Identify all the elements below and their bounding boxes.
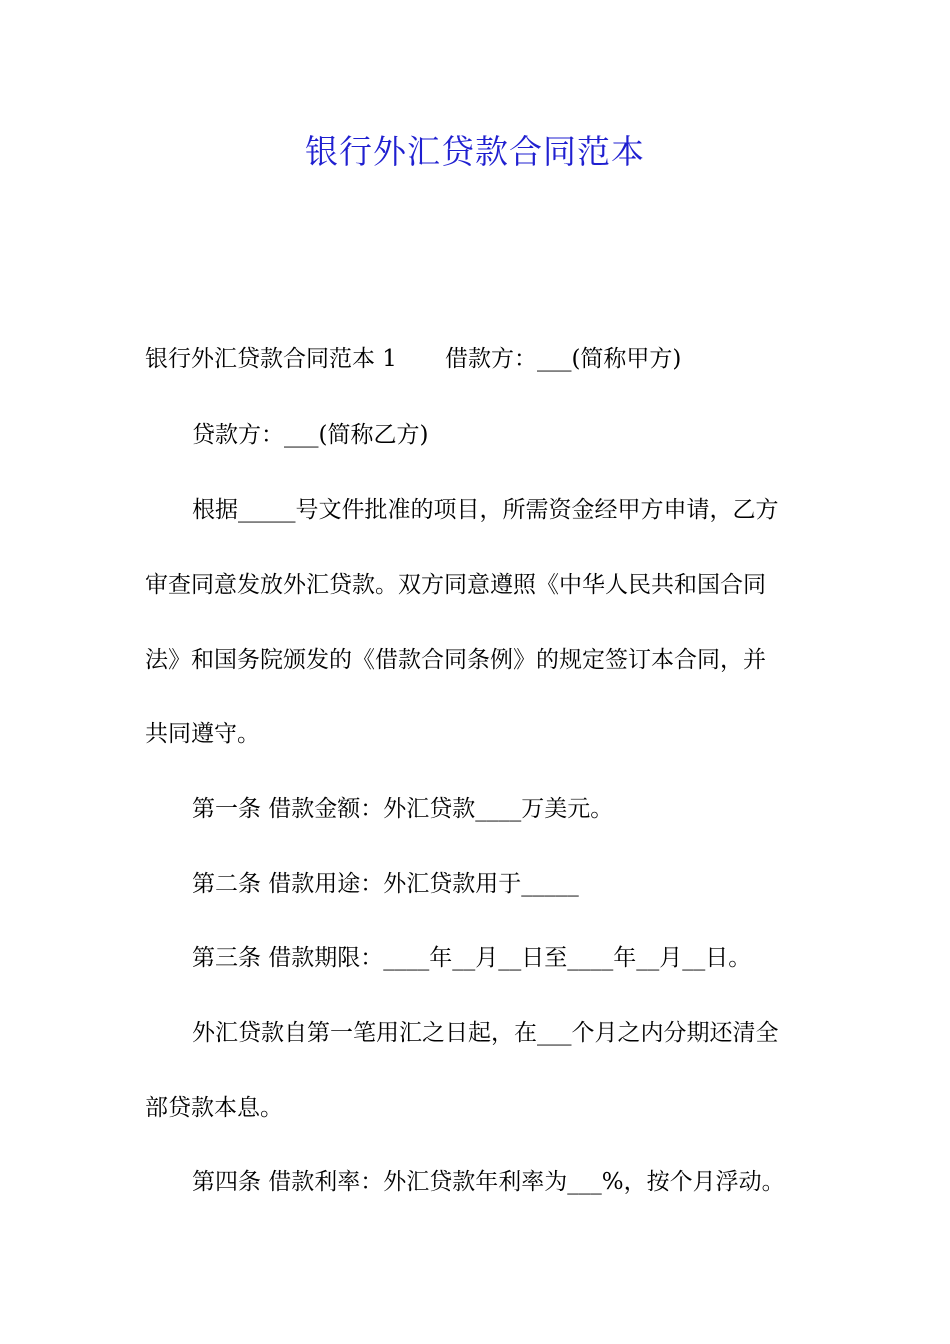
paragraph-line: 部贷款本息。 <box>145 1095 283 1121</box>
paragraph-line: 法》和国务院颁发的《借款合同条例》的规定签订本合同，并 <box>145 647 766 673</box>
contract-heading: 银行外汇贷款合同范本 1 <box>145 346 397 372</box>
first-line <box>145 343 815 375</box>
lender-line: 贷款方：___(简称乙方) <box>192 422 429 448</box>
borrower-line: 借款方：___(简称甲方) <box>444 346 682 372</box>
paragraph-line: 外汇贷款自第一笔用汇之日起，在___个月之内分期还清全 <box>192 1020 779 1046</box>
article-two: 第二条 借款用途：外汇贷款用于_____ <box>192 871 579 897</box>
article-one: 第一条 借款金额：外汇贷款____万美元。 <box>192 796 614 822</box>
article-three: 第三条 借款期限：____年__月__日至____年__月__日。 <box>192 945 752 971</box>
paragraph-line: 审查同意发放外汇贷款。双方同意遵照《中华人民共和国合同 <box>145 572 766 598</box>
paragraph-line: 根据_____号文件批准的项目，所需资金经甲方申请，乙方 <box>192 497 779 523</box>
document-title: 银行外汇贷款合同范本 <box>305 132 645 171</box>
paragraph-line: 共同遵守。 <box>145 721 260 747</box>
article-four: 第四条 借款利率：外汇贷款年利率为___%，按个月浮动。 <box>192 1169 785 1195</box>
